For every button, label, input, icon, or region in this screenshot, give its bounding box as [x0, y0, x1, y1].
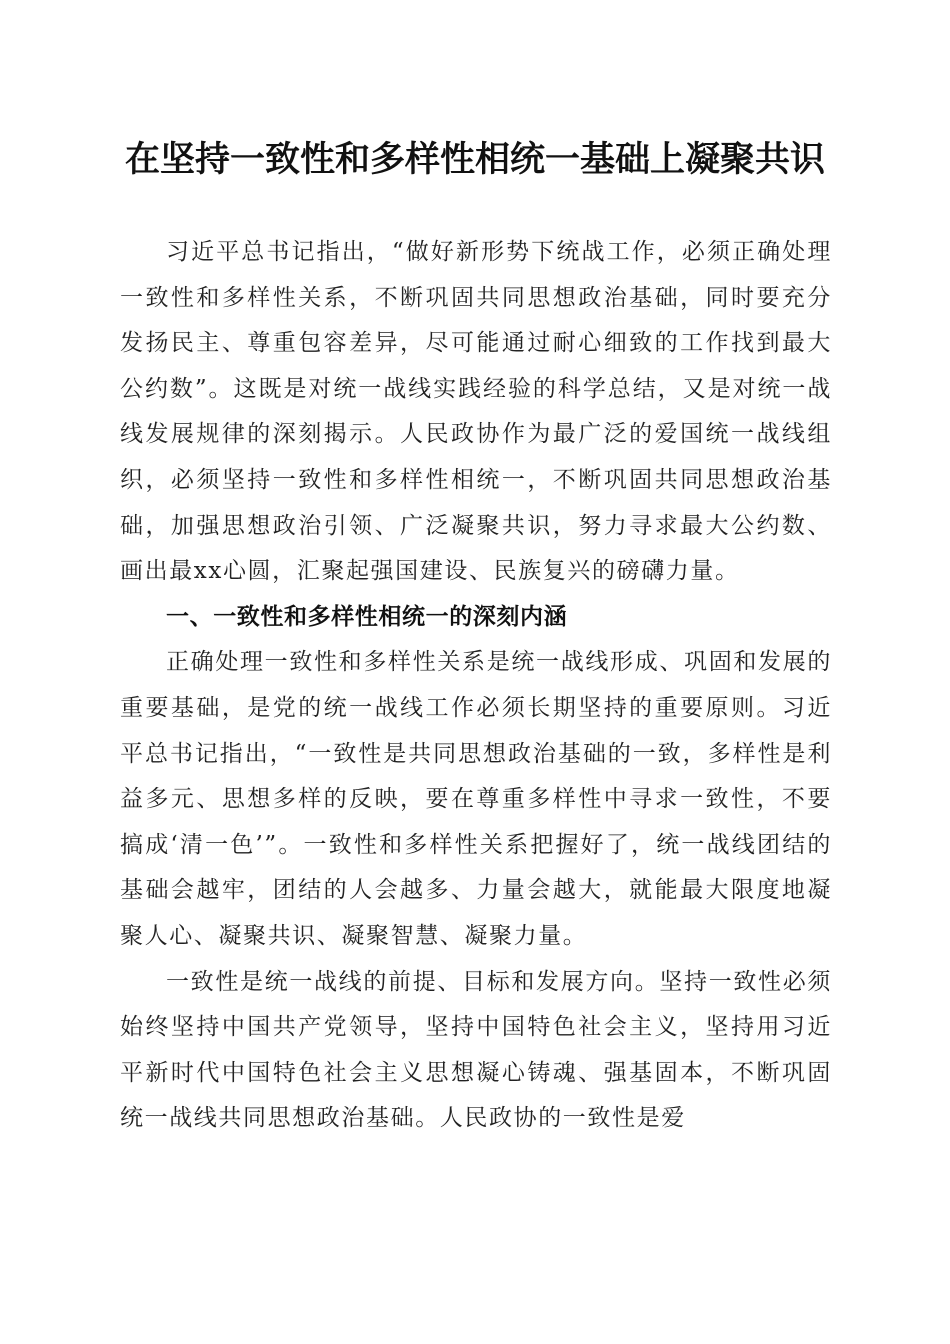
section-1-paragraph-2: 一致性是统一战线的前提、目标和发展方向。坚持一致性必须始终坚持中国共产党领导，坚持中国特色社会主义，坚持用习近平新时代中国特色社会主义思想凝心铸魂、强基固本，不断巩固统一战线共同思想政治基础。人民政协的一致性是爱	[120, 968, 832, 1132]
document-title: 在坚持一致性和多样性相统一基础上凝聚共识	[124, 139, 825, 180]
document-body	[120, 230, 832, 1142]
intro-paragraph: 习近平总书记指出，“做好新形势下统战工作，必须正确处理一致性和多样性关系，不断巩固共同思想政治基础，同时要充分发扬民主、尊重包容差异，尽可能通过耐心细致的工作找到最大公约数”。这既是对统一战线实践经验的科学总结，又是对统一战线发展规律的深刻揭示。人民政协作为最广泛的爱国统一战线组织，必须坚持一致性和多样性相统一，不断巩固共同思想政治基础，加强思想政治引领、广泛凝聚共识，努力寻求最大公约数、画出最xx心圆，汇聚起强国建设、民族复兴的磅礴力量。	[120, 239, 832, 585]
section-1-paragraph-1: 正确处理一致性和多样性关系是统一战线形成、巩固和发展的重要基础，是党的统一战线工作必须长期坚持的重要原则。习近平总书记指出，“一致性是共同思想政治基础的一致，多样性是利益多元、思想多样的反映，要在尊重多样性中寻求一致性，不要搞成‘清一色’”。一致性和多样性关系把握好了，统一战线团结的基础会越牢，团结的人会越多、力量会越大，就能最大限度地凝聚人心、凝聚共识、凝聚智慧、凝聚力量。	[120, 649, 832, 949]
section-heading-1: 一、一致性和多样性相统一的深刻内涵	[166, 603, 568, 630]
